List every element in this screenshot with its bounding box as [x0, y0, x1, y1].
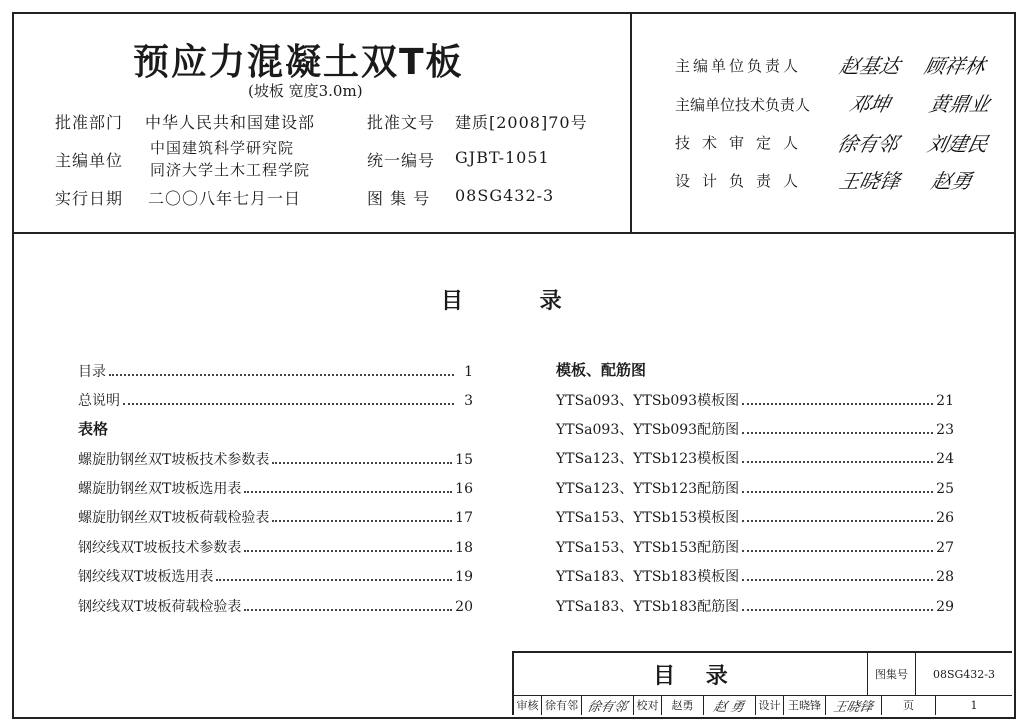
toc-item[interactable]: [78, 449, 473, 469]
toc-item-label: YTSa093、YTSb093模板图: [556, 393, 740, 409]
designer-name: [784, 695, 826, 715]
atlas-no-label: 图 集 号: [367, 189, 431, 208]
effective-date: 二〇〇八年七月一日: [148, 189, 302, 208]
toc-item-label: 螺旋肋钢丝双T坡板选用表: [78, 481, 242, 497]
leader-dots: [742, 403, 933, 405]
checker-sig-text: 赵 勇: [712, 699, 746, 715]
leader-dots: [742, 461, 933, 463]
editor-unit-1: 中国建筑科学研究院: [150, 139, 295, 157]
reviewer-text: 徐有邻: [545, 699, 578, 712]
approval-dept: 中华人民共和国建设部: [145, 113, 316, 132]
sig-label-design-lead: 设计负责人: [675, 172, 811, 190]
toc-item[interactable]: [78, 507, 473, 527]
leader-dots: [244, 609, 452, 611]
leader-dots: [244, 491, 452, 493]
toc-item[interactable]: [556, 566, 954, 586]
title-block-bottom-row: [514, 695, 1012, 715]
toc-title: 目 录: [441, 289, 562, 314]
review-label: [514, 695, 542, 715]
toc-item-page: 16: [455, 481, 473, 497]
toc-section-drawings: 模板、配筋图: [556, 361, 647, 379]
signature-tech-review-2: 刘建民: [925, 132, 991, 156]
atlas-no: 08SG432-3: [455, 186, 555, 205]
toc-item-page: 20: [455, 599, 473, 615]
toc-item-label: 目录: [78, 364, 106, 380]
leader-dots: [272, 520, 452, 522]
signature-tech-lead-1: 邓坤: [847, 92, 893, 116]
toc-item-page: 23: [936, 422, 954, 438]
page-label-text: 页: [903, 699, 914, 712]
toc-item-label: YTSa183、YTSb183模板图: [556, 569, 740, 585]
leader-dots: [244, 550, 452, 552]
title-block: [512, 651, 1012, 715]
title-block-atlas-label: [868, 653, 916, 695]
checker-text: 赵勇: [671, 699, 694, 712]
signature-design-lead-1: 王晓锋: [837, 169, 903, 193]
header-vertical-divider: [630, 12, 632, 232]
page-number: [936, 695, 1012, 715]
toc-item-page: 17: [455, 510, 473, 526]
designer-sig-text: 王晓锋: [831, 699, 875, 715]
toc-item-label: YTSa093、YTSb093配筋图: [556, 422, 740, 438]
sig-label-tech-review: 技术审定人: [675, 134, 811, 152]
toc-item[interactable]: [78, 478, 473, 498]
design-label-text: 设计: [758, 699, 781, 712]
title-block-name-text: 目 录: [653, 663, 728, 689]
serial-number: GJBT-1051: [455, 148, 550, 167]
header-divider: [12, 232, 1014, 234]
signature-chief-editor-1: 赵基达: [837, 54, 903, 78]
approval-doc: 建质[2008]70号: [455, 113, 588, 132]
toc-section-tables: 表格: [78, 420, 109, 438]
leader-dots: [216, 579, 452, 581]
toc-item-general-notes[interactable]: [78, 390, 473, 410]
signature-tech-lead-2: 黄鼎业: [927, 92, 993, 116]
toc-item-label: YTSa153、YTSb153配筋图: [556, 540, 740, 556]
toc-item-label: 钢绞线双T坡板荷载检验表: [78, 599, 242, 615]
atlas-no-text: 08SG432-3: [932, 667, 996, 681]
signature-chief-editor-2: 顾祥林: [922, 54, 988, 78]
review-label-text: 审核: [516, 699, 539, 712]
signature-design-lead-2: 赵勇: [929, 169, 975, 193]
toc-item-label: 钢绞线双T坡板技术参数表: [78, 540, 242, 556]
toc-item-label: YTSa153、YTSb153模板图: [556, 510, 740, 526]
approval-doc-label: 批准文号: [367, 113, 436, 132]
checker-name: [662, 695, 704, 715]
designer-text: 王晓锋: [788, 699, 821, 712]
designer-signature: [826, 695, 882, 715]
title-block-name: [514, 653, 868, 695]
toc-item-label: 螺旋肋钢丝双T坡板技术参数表: [78, 452, 270, 468]
serial-label: 统一编号: [367, 151, 436, 170]
page-label: [882, 695, 936, 715]
editor-unit-2: 同济大学土木工程学院: [150, 161, 311, 179]
toc-item[interactable]: [556, 478, 954, 498]
leader-dots: [109, 374, 454, 376]
title-block-top-row: [514, 653, 1012, 696]
toc-item[interactable]: [556, 390, 954, 410]
leader-dots: [272, 462, 452, 464]
toc-item-label: 螺旋肋钢丝双T坡板荷载检验表: [78, 510, 270, 526]
toc-item-page: 19: [455, 569, 473, 585]
design-label: [756, 695, 784, 715]
toc-item-page: 1: [464, 364, 473, 380]
toc-item-page: 29: [936, 599, 954, 615]
document-subtitle: (坡板 宽度3.0m): [248, 82, 363, 100]
toc-item[interactable]: [78, 537, 473, 557]
toc-item-page: 3: [464, 393, 473, 409]
signature-tech-review-1: 徐有邻: [835, 132, 901, 156]
leader-dots: [742, 520, 933, 522]
toc-item[interactable]: [78, 596, 473, 616]
document-title: 预应力混凝土双T板: [133, 42, 464, 83]
reviewer-name: [542, 695, 582, 715]
page-number-text: 1: [970, 698, 978, 712]
leader-dots: [742, 432, 933, 434]
checker-signature: [704, 695, 756, 715]
toc-item-label: YTSa123、YTSb123模板图: [556, 451, 740, 467]
leader-dots: [123, 403, 454, 405]
toc-item[interactable]: [556, 507, 954, 527]
reviewer-sig-text: 徐有邻: [585, 699, 629, 715]
toc-item-label: YTSa183、YTSb183配筋图: [556, 599, 740, 615]
leader-dots: [742, 491, 933, 493]
toc-item-page: 24: [936, 451, 954, 467]
leader-dots: [742, 550, 933, 552]
sig-label-tech-lead: 主编单位技术负责人: [675, 96, 811, 114]
toc-item[interactable]: [556, 419, 954, 439]
check-label-text: 校对: [636, 699, 659, 712]
title-block-atlas-no: [916, 653, 1012, 695]
toc-item-label: 总说明: [78, 393, 120, 409]
toc-item[interactable]: [556, 537, 954, 557]
toc-item[interactable]: [556, 596, 954, 616]
toc-item-label: 钢绞线双T坡板选用表: [78, 569, 214, 585]
check-label: [634, 695, 662, 715]
atlas-label-text: 图集号: [875, 668, 908, 681]
toc-item-page: 15: [455, 452, 473, 468]
leader-dots: [742, 609, 933, 611]
toc-item-contents[interactable]: [78, 361, 473, 381]
toc-item[interactable]: [556, 448, 954, 468]
toc-item-page: 18: [455, 540, 473, 556]
editor-unit-label: 主编单位: [55, 151, 124, 170]
sig-label-chief-editor: 主编单位负责人: [675, 57, 802, 75]
toc-item-page: 28: [936, 569, 954, 585]
reviewer-signature: [582, 695, 634, 715]
approval-dept-label: 批准部门: [55, 113, 124, 132]
leader-dots: [742, 579, 933, 581]
toc-item-page: 25: [936, 481, 954, 497]
toc-item[interactable]: [78, 566, 473, 586]
toc-item-page: 21: [936, 393, 954, 409]
effective-date-label: 实行日期: [55, 189, 124, 208]
toc-item-label: YTSa123、YTSb123配筋图: [556, 481, 740, 497]
toc-item-page: 27: [936, 540, 954, 556]
toc-item-page: 26: [936, 510, 954, 526]
